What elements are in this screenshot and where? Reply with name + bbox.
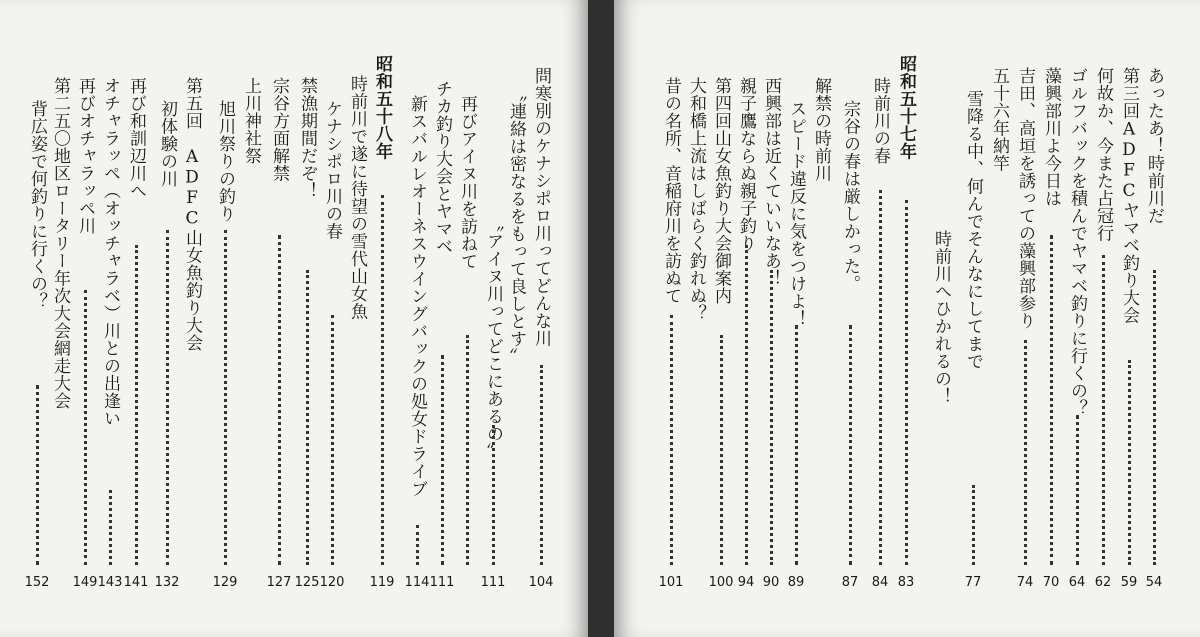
entry-title: 上川神社祭: [241, 77, 261, 165]
toc-entry: [240, 55, 262, 615]
entry-title: 初体験の川: [157, 100, 177, 188]
page-number: 77: [964, 575, 982, 590]
page-number: 89: [787, 575, 805, 590]
toc-entry: [1014, 55, 1036, 615]
right-page: [614, 0, 1200, 637]
page-number: 127: [266, 575, 292, 590]
toc-entry: [431, 55, 453, 615]
entry-title: 宗谷の春は厳しかった。: [840, 100, 860, 293]
page-number: 70: [1042, 575, 1060, 590]
page-number: 59: [1120, 575, 1138, 590]
toc-entry: [869, 55, 891, 615]
entry-title: 宗谷方面解禁: [269, 77, 289, 182]
page-number: 119: [369, 575, 395, 590]
toc-entry: [156, 55, 178, 615]
toc-entry: [214, 55, 236, 615]
toc-entry: [962, 55, 984, 615]
toc-entry: [930, 55, 952, 615]
entry-title: 五十六年納竿: [989, 67, 1009, 172]
section-heading: 昭和五十八年: [372, 55, 392, 160]
page-number: 152: [24, 575, 50, 590]
leader-dots: [1153, 270, 1156, 565]
toc-entry: [99, 55, 121, 615]
toc-entry: [530, 55, 552, 615]
page-number: 149: [72, 575, 98, 590]
leader-dots: [36, 385, 39, 565]
entry-title: 第四回山女魚釣り大会御案内: [711, 77, 731, 305]
leader-dots: [1024, 340, 1027, 565]
toc-entry: [1092, 55, 1114, 615]
entry-title: 〝連絡は密なるをもって良しとす〟: [506, 85, 526, 365]
entry-title: ゴルフバックを積んでヤマベ釣りに行くの？: [1067, 67, 1087, 417]
leader-dots: [466, 335, 469, 565]
page-number: 125: [294, 575, 320, 590]
entry-title: 雪降る中、何んでそんなにしてまで: [963, 90, 983, 370]
section-heading: 昭和五十七年: [896, 55, 916, 160]
entry-title: オチャラッペ（オッチャラベ）川との出逢い: [100, 77, 120, 427]
page-number: 64: [1068, 575, 1086, 590]
entry-title: 第三回ADFCヤマベ釣り大会: [1119, 67, 1139, 324]
leader-dots: [109, 490, 112, 565]
entry-title: 吉田、高垣を誘っての藻興部参り: [1015, 67, 1035, 330]
leader-dots: [879, 190, 882, 565]
leader-dots: [1076, 415, 1079, 565]
leader-dots: [720, 335, 723, 565]
page-number: 83: [897, 575, 915, 590]
leader-dots: [849, 325, 852, 565]
toc-entry: [785, 55, 807, 615]
leader-dots: [540, 365, 543, 565]
entry-title: 親子鷹ならぬ親子釣り: [736, 77, 756, 252]
toc-entry: [1066, 55, 1088, 615]
toc-entry: [810, 55, 832, 615]
toc-entry: [1143, 55, 1165, 615]
page-number: 62: [1094, 575, 1112, 590]
leader-dots: [441, 355, 444, 565]
toc-entry: [710, 55, 732, 615]
leader-dots: [381, 195, 384, 565]
entry-title: 禁漁期間だぞ！: [297, 77, 317, 200]
page-number: 111: [480, 575, 506, 590]
leader-dots: [306, 270, 309, 565]
leader-dots: [795, 325, 798, 565]
entry-title: ケナシポロ川の春: [322, 100, 342, 240]
entry-title: 再びオチャラッペ川: [75, 77, 95, 235]
entry-title: 第二五〇地区ロータリー年次大会網走大会: [50, 77, 70, 410]
entry-title: 時前川へひかれるの！: [931, 230, 951, 405]
leader-dots: [278, 235, 281, 565]
toc-entry: [181, 55, 203, 615]
page-number: 90: [762, 575, 780, 590]
entry-title: 解禁の時前川: [811, 77, 831, 182]
leader-dots: [224, 230, 227, 565]
page-number: 132: [154, 575, 180, 590]
toc-entry: [839, 55, 861, 615]
toc-entry: [456, 55, 478, 615]
page-number: 100: [708, 575, 734, 590]
page-number: 84: [871, 575, 889, 590]
toc-entry: [505, 55, 527, 615]
toc-entry: [346, 55, 368, 615]
left-page: [0, 0, 588, 637]
leader-dots: [1050, 235, 1053, 565]
entry-title: 時前川で遂に待望の雪代山女魚: [347, 75, 367, 320]
entry-title: 何故か、今また占冠行: [1093, 67, 1113, 242]
entry-title: 第五回 ADFC山女魚釣り大会: [182, 77, 202, 352]
toc-entry: [296, 55, 318, 615]
entry-title: 問寒別のケナシポロ川ってどんな川: [531, 67, 551, 347]
toc-entry: [406, 55, 428, 615]
leader-dots: [331, 315, 334, 565]
leader-dots: [1128, 360, 1131, 565]
entry-title: 西興部は近くていいなあ！: [761, 77, 781, 287]
page-number: 111: [429, 575, 455, 590]
toc-entry: [49, 55, 71, 615]
entry-title: 時前川の春: [870, 77, 890, 165]
toc-entry: [268, 55, 290, 615]
entry-title: 藻興部川よ今日は: [1041, 67, 1061, 207]
page-number: 129: [212, 575, 238, 590]
page-number: 54: [1145, 575, 1163, 590]
leader-dots: [166, 230, 169, 565]
entry-title: 背広姿で何釣りに行くの？: [27, 100, 47, 310]
leader-dots: [670, 315, 673, 565]
page-number: 120: [319, 575, 345, 590]
page-number: 74: [1016, 575, 1034, 590]
leader-dots: [1102, 255, 1105, 565]
leader-dots: [972, 485, 975, 565]
leader-dots: [84, 290, 87, 565]
toc-entry: [685, 55, 707, 615]
toc-entry: [735, 55, 757, 615]
leader-dots: [905, 200, 908, 565]
entry-title: 再びアイヌ川を訪ねて: [457, 95, 477, 270]
entry-title: 大和橋上流はしばらく釣れぬ？: [686, 77, 706, 322]
page-number: 101: [658, 575, 684, 590]
leader-dots: [770, 270, 773, 565]
entry-title: 昔の名所、音稲府川を訪ぬて: [661, 77, 681, 305]
page-number: 104: [528, 575, 554, 590]
leader-dots: [745, 245, 748, 565]
page-number: 94: [737, 575, 755, 590]
page-number: 114: [404, 575, 430, 590]
toc-entry: [74, 55, 96, 615]
entry-title: チカ釣り大会とヤマベ: [432, 80, 452, 255]
entry-title: スピード違反に気をつけよ！: [786, 100, 806, 328]
toc-entry: [895, 55, 917, 615]
entry-title: あったあ！時前川だ: [1144, 67, 1164, 225]
entry-title: 新スバルレオーネスウイングバックの処女ドライブ: [407, 95, 427, 498]
leader-dots: [492, 425, 495, 565]
entry-title: 再び和訓辺川へ: [126, 77, 146, 200]
toc-entry: [26, 55, 48, 615]
toc-entry: [125, 55, 147, 615]
toc-entry: [988, 55, 1010, 615]
toc-entry: [371, 55, 393, 615]
page-number: 87: [841, 575, 859, 590]
toc-entry: [1118, 55, 1140, 615]
toc-entry: [760, 55, 782, 615]
toc-entry: [321, 55, 343, 615]
leader-dots: [135, 245, 138, 565]
toc-entry: [1040, 55, 1062, 615]
page-number: 143: [97, 575, 123, 590]
entry-title: 〝アイヌ川ってどこにあるの〟: [483, 215, 503, 460]
toc-entry: [482, 55, 504, 615]
page-number: 141: [123, 575, 149, 590]
entry-title: 旭川祭りの釣り: [215, 100, 235, 223]
leader-dots: [416, 525, 419, 565]
toc-entry: [660, 55, 682, 615]
